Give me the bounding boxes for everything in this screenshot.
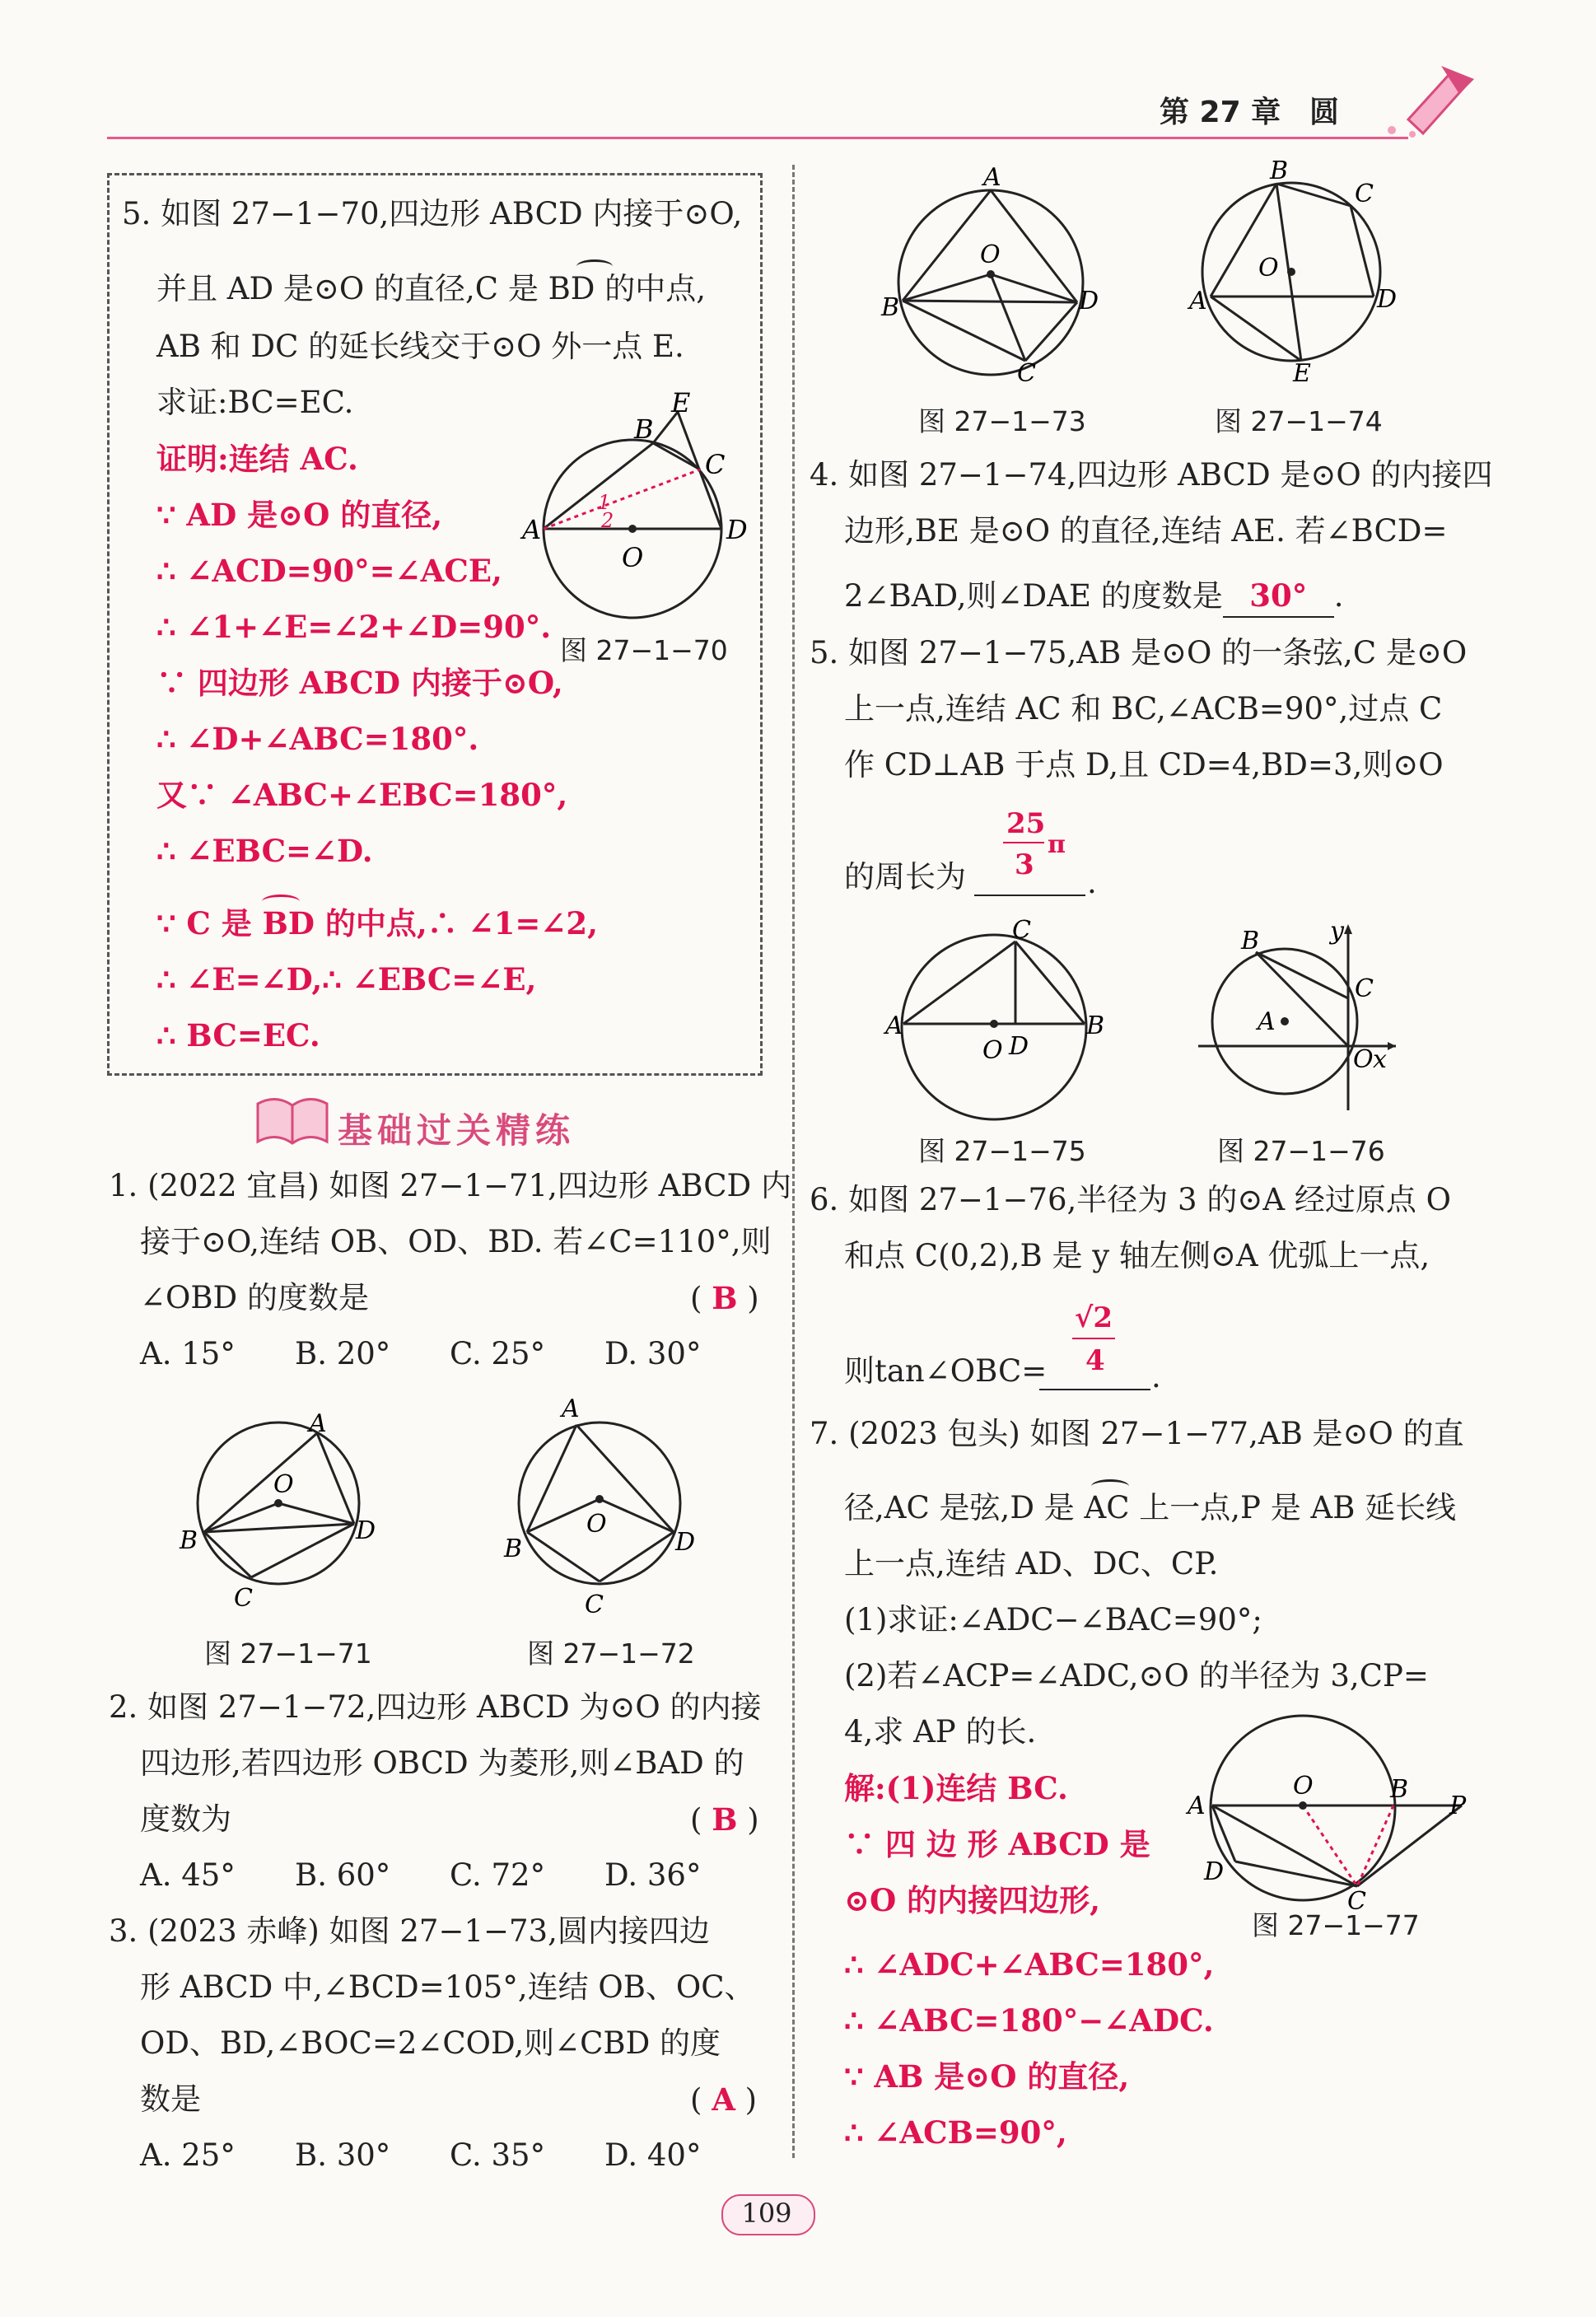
proof-line-5: ∵ 四边形 ABCD 内接于⊙O, xyxy=(156,665,563,701)
proof-line-4: ∴ ∠1+∠E=∠2+∠D=90°. xyxy=(156,609,552,645)
svg-text:B: B xyxy=(881,293,900,322)
q7-line5: (2)若∠ACP=∠ADC,⊙O 的半径为 3,CP= xyxy=(844,1658,1429,1693)
q7-line3: 上一点,连结 AD、DC、CP. xyxy=(844,1546,1219,1581)
book-icon xyxy=(251,1087,334,1153)
svg-text:D: D xyxy=(356,1516,376,1545)
q2-line3: 度数为 xyxy=(140,1801,231,1837)
q5-period: . xyxy=(1087,865,1097,900)
svg-text:B: B xyxy=(634,413,654,445)
proof-line-6: ∴ ∠D+∠ABC=180°. xyxy=(156,721,479,757)
fig75-caption: 图 27−1−75 xyxy=(918,1135,1086,1167)
ex5-line3: AB 和 DC 的延长线交于⊙O 外一点 E. xyxy=(156,329,684,364)
arc-mark xyxy=(262,895,300,909)
q3-answer-paren: ( A ) xyxy=(690,2081,758,2118)
column-divider xyxy=(792,165,795,2158)
q1-option-b: B. 20° xyxy=(295,1336,391,1371)
section-title: 基础过关精练 xyxy=(338,1110,576,1151)
q2-answer: B xyxy=(712,1801,738,1838)
q6-answer-denominator: 4 xyxy=(1085,1344,1105,1377)
q3-line4: 数是 xyxy=(140,2081,201,2117)
svg-text:O: O xyxy=(1258,254,1279,283)
pencil-decoration-icon xyxy=(1367,58,1482,148)
q5-line4: 的周长为 xyxy=(844,859,966,895)
ex5-line4: 求证:BC=EC. xyxy=(156,385,354,420)
svg-text:B: B xyxy=(1086,1011,1105,1040)
page-number: 109 xyxy=(741,2198,792,2229)
q2-answer-paren: ( B ) xyxy=(690,1801,759,1838)
q1-option-d: D. 30° xyxy=(604,1336,702,1371)
q3-answer: A xyxy=(712,2081,735,2118)
q3-option-b: B. 30° xyxy=(295,2137,391,2173)
svg-text:E: E xyxy=(1293,359,1311,388)
proof-line-11: ∴ BC=EC. xyxy=(156,1017,320,1053)
svg-text:A: A xyxy=(1189,287,1207,315)
header-chapter: 第 27 章 xyxy=(1160,96,1281,129)
q7-solution-2: ∵ 四 边 形 ABCD 是 xyxy=(844,1826,1150,1862)
svg-text:O: O xyxy=(586,1510,607,1539)
figure-27-1-75 xyxy=(885,918,1116,1133)
svg-text:A: A xyxy=(562,1394,580,1423)
q6-line2: 和点 C(0,2),B 是 y 轴左侧⊙A 优弧上一点, xyxy=(844,1238,1430,1273)
svg-text:A: A xyxy=(1258,1007,1276,1036)
q5-answer-numerator: 25 xyxy=(1006,807,1046,840)
q3-line2: 形 ABCD 中,∠BCD=105°,连结 OB、OC、 xyxy=(140,1969,755,2005)
ex5-line2: 并且 AD 是⊙O 的直径,C 是 BD 的中点, xyxy=(156,271,706,306)
svg-text:P: P xyxy=(1449,1791,1467,1820)
q2-line2: 四边形,若四边形 OBCD 为菱形,则∠BAD 的 xyxy=(140,1745,744,1781)
svg-text:B: B xyxy=(504,1535,523,1563)
svg-text:C: C xyxy=(1355,180,1374,208)
svg-text:D: D xyxy=(1079,287,1099,315)
q3-option-d: D. 40° xyxy=(604,2137,702,2173)
proof-line-8: ∴ ∠EBC=∠D. xyxy=(156,833,373,869)
q2-option-a: A. 45° xyxy=(140,1857,236,1893)
fig74-caption: 图 27−1−74 xyxy=(1215,405,1383,437)
q6-line3: 则tan∠OBC= xyxy=(844,1353,1048,1389)
arc-mark xyxy=(576,259,613,273)
svg-text:D: D xyxy=(1377,285,1398,314)
q5-answer-pi: π xyxy=(1048,830,1066,859)
q4-line3: 2∠BAD,则∠DAE 的度数是 30° . xyxy=(844,575,1343,618)
svg-text:B: B xyxy=(1270,156,1289,185)
svg-text:y: y xyxy=(1330,917,1344,946)
figure-27-1-76 xyxy=(1190,914,1404,1120)
q3-option-c: C. 35° xyxy=(450,2137,546,2173)
svg-text:C: C xyxy=(1017,359,1036,388)
svg-text:A: A xyxy=(983,163,1001,192)
svg-text:B: B xyxy=(1390,1775,1409,1804)
q5-answer-blank xyxy=(974,895,1085,896)
svg-text:O: O xyxy=(1353,1045,1374,1074)
q3-option-a: A. 25° xyxy=(140,2137,236,2173)
proof-line-7: 又∵ ∠ABC+∠EBC=180°, xyxy=(156,777,568,813)
q4-line1: 4. 如图 27−1−74,四边形 ABCD 是⊙O 的内接四 xyxy=(810,457,1493,493)
q1-line1: 1. (2022 宜昌) 如图 27−1−71,四边形 ABCD 内 xyxy=(109,1168,791,1203)
svg-text:A: A xyxy=(1188,1791,1206,1820)
q6-answer-numerator: √2 xyxy=(1075,1301,1113,1334)
q6-period: . xyxy=(1151,1359,1161,1394)
svg-text:D: D xyxy=(1204,1857,1225,1886)
figure-27-1-74 xyxy=(1186,156,1408,388)
fig72-caption: 图 27−1−72 xyxy=(527,1637,695,1670)
proof-line-3: ∴ ∠ACD=90°=∠ACE, xyxy=(156,553,502,589)
header-rule xyxy=(107,137,1408,139)
q7-line2: 径,AC 是弦,D 是 AC 上一点,P 是 AB 延长线 xyxy=(844,1490,1457,1525)
q1-option-c: C. 25° xyxy=(450,1336,546,1371)
q4-line2: 边形,BE 是⊙O 的直径,连结 AE. 若∠BCD= xyxy=(844,513,1448,549)
q3-line1: 3. (2023 赤峰) 如图 27−1−73,圆内接四边 xyxy=(109,1913,710,1949)
svg-text:D: D xyxy=(726,514,748,545)
svg-text:x: x xyxy=(1373,1045,1387,1074)
svg-text:C: C xyxy=(705,449,726,480)
q5-line2: 上一点,连结 AC 和 BC,∠ACB=90°,过点 C xyxy=(844,691,1443,726)
q2-option-d: D. 36° xyxy=(604,1857,702,1893)
q7-solution-3: ⊙O 的内接四边形, xyxy=(844,1882,1100,1918)
fig77-caption: 图 27−1−77 xyxy=(1252,1909,1420,1941)
q7-solution-5: ∴ ∠ABC=180°−∠ADC. xyxy=(844,2002,1214,2039)
q2-option-b: B. 60° xyxy=(295,1857,391,1893)
q2-line1: 2. 如图 27−1−72,四边形 ABCD 为⊙O 的内接 xyxy=(109,1689,762,1725)
ex5-line1: 5. 如图 27−1−70,四边形 ABCD 内接于⊙O, xyxy=(122,196,743,231)
header-topic: 圆 xyxy=(1309,96,1340,129)
svg-text:A: A xyxy=(522,514,542,545)
proof-line-2: ∵ AD 是⊙O 的直径, xyxy=(156,497,443,533)
figure-27-1-70 xyxy=(519,387,758,634)
q7-line4: (1)求证:∠ADC−∠BAC=90°; xyxy=(844,1602,1262,1637)
q1-answer: B xyxy=(712,1280,738,1316)
fig71-caption: 图 27−1−71 xyxy=(204,1637,372,1670)
svg-text:D: D xyxy=(1009,1032,1029,1061)
svg-text:C: C xyxy=(234,1584,253,1613)
q7-solution-7: ∴ ∠ACB=90°, xyxy=(844,2114,1067,2151)
proof-line-9: ∵ C 是 BD 的中点,∴ ∠1=∠2, xyxy=(156,905,599,941)
q1-line2: 接于⊙O,连结 OB、OD、BD. 若∠C=110°,则 xyxy=(140,1224,772,1259)
q7-line1: 7. (2023 包头) 如图 27−1−77,AB 是⊙O 的直 xyxy=(810,1416,1464,1451)
q7-solution-4: ∴ ∠ADC+∠ABC=180°, xyxy=(844,1946,1215,1983)
q7-solution-6: ∵ AB 是⊙O 的直径, xyxy=(844,2058,1130,2095)
svg-text:A: A xyxy=(309,1409,327,1438)
svg-text:O: O xyxy=(982,1036,1003,1065)
figure-27-1-73 xyxy=(881,161,1099,388)
q6-answer-blank xyxy=(1039,1389,1150,1390)
svg-text:B: B xyxy=(180,1526,198,1555)
svg-text:C: C xyxy=(1012,916,1031,945)
q6-line1: 6. 如图 27−1−76,半径为 3 的⊙A 经过原点 O xyxy=(810,1182,1451,1217)
svg-text:O: O xyxy=(622,542,644,573)
q7-line6: 4,求 AP 的长. xyxy=(844,1714,1037,1749)
q6-fraction-bar xyxy=(1072,1338,1115,1339)
q5-fraction-bar xyxy=(1003,842,1044,843)
svg-text:O: O xyxy=(980,241,1001,269)
figure-27-1-77 xyxy=(1178,1705,1474,1916)
svg-text:A: A xyxy=(885,1011,903,1040)
svg-text:O: O xyxy=(273,1470,294,1499)
figure-27-1-71 xyxy=(173,1400,387,1614)
arc-mark xyxy=(1091,1479,1129,1493)
q2-option-c: C. 72° xyxy=(450,1857,546,1893)
q1-option-a: A. 15° xyxy=(140,1336,236,1371)
svg-text:B: B xyxy=(1241,927,1260,955)
q5-line1: 5. 如图 27−1−75,AB 是⊙O 的一条弦,C 是⊙O xyxy=(810,635,1468,670)
svg-text:C: C xyxy=(1355,974,1374,1003)
svg-text:E: E xyxy=(671,387,691,418)
svg-text:D: D xyxy=(675,1528,696,1557)
q4-line3-text: 2∠BAD,则∠DAE 的度数是 xyxy=(844,578,1223,614)
q4-answer-blank: 30° xyxy=(1223,575,1334,618)
q3-line3: OD、BD,∠BOC=2∠COD,则∠CBD 的度 xyxy=(140,2025,721,2061)
fig70-caption: 图 27−1−70 xyxy=(560,634,728,666)
q1-answer-paren: ( B ) xyxy=(690,1280,759,1316)
fig73-caption: 图 27−1−73 xyxy=(918,405,1086,437)
svg-text:O: O xyxy=(1293,1772,1314,1801)
q1-line3: ∠OBD 的度数是 xyxy=(140,1280,369,1315)
svg-text:1: 1 xyxy=(598,491,611,514)
figure-27-1-72 xyxy=(494,1392,708,1619)
q5-line3: 作 CD⊥AB 于点 D,且 CD=4,BD=3,则⊙O xyxy=(844,747,1444,782)
q5-answer-denominator: 3 xyxy=(1015,848,1034,881)
svg-text:C: C xyxy=(585,1591,604,1619)
fig76-caption: 图 27−1−76 xyxy=(1217,1135,1385,1167)
q7-solution-1: 解:(1)连结 BC. xyxy=(844,1770,1068,1806)
proof-line-1: 证明:连结 AC. xyxy=(156,441,358,477)
proof-line-10: ∴ ∠E=∠D,∴ ∠EBC=∠E, xyxy=(156,961,537,997)
svg-text:2: 2 xyxy=(601,509,614,532)
svg-text:C: C xyxy=(1347,1887,1366,1916)
